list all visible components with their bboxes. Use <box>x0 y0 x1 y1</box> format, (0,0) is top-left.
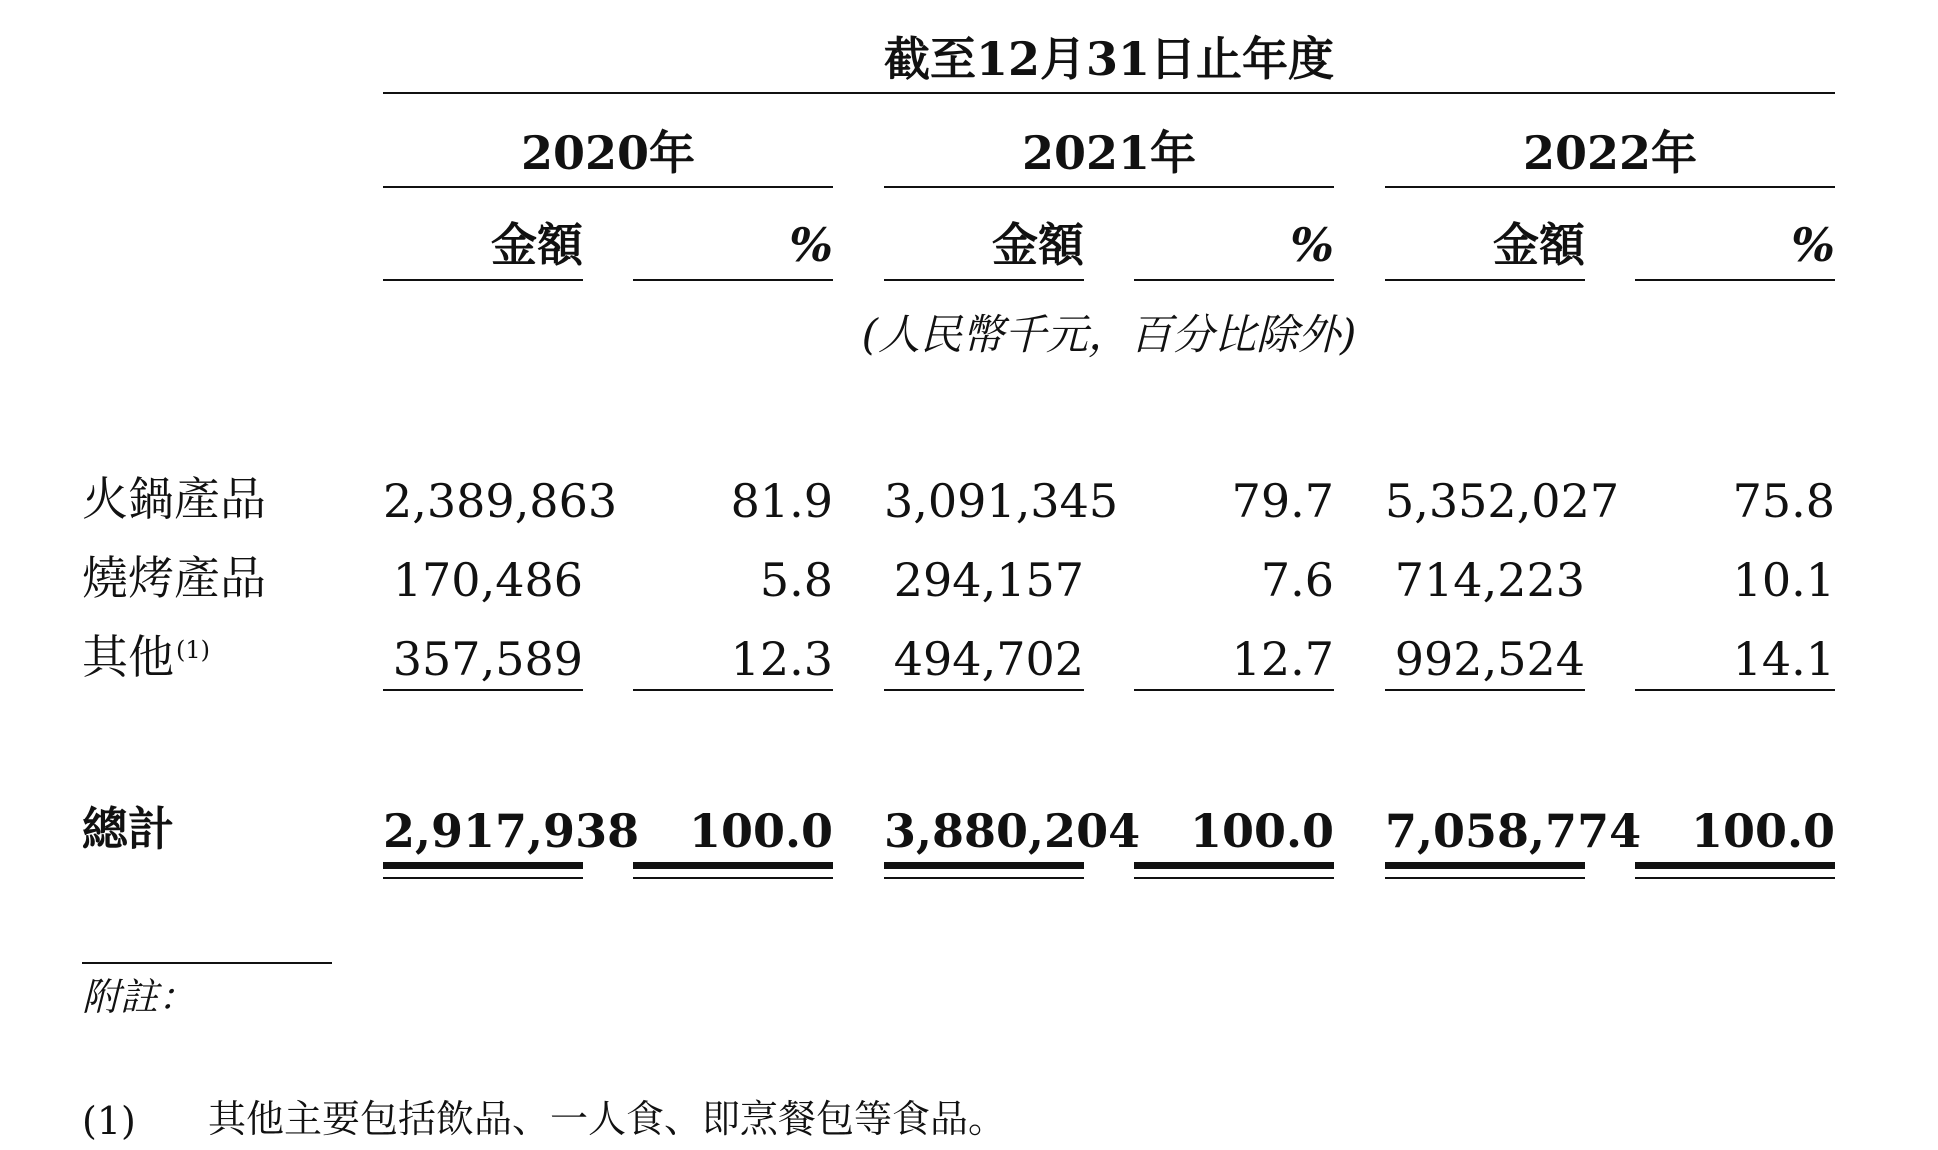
table-cell: 294,157 <box>893 553 1084 607</box>
total-cell: 3,880,204 <box>884 804 1141 858</box>
table-cell: 81.9 <box>730 474 833 528</box>
year-2021-heading: 2021年 <box>1021 126 1197 180</box>
subtotal-rule <box>1635 689 1835 691</box>
year-2022-heading: 2022年 <box>1522 126 1698 180</box>
subtotal-rule <box>383 689 583 691</box>
total-rule-thick <box>1134 862 1334 869</box>
table-cell: 5,352,027 <box>1385 474 1620 528</box>
table-cell: 75.8 <box>1732 474 1835 528</box>
total-rule-thin <box>1635 877 1835 879</box>
amount-header-2021: 金額 <box>992 218 1084 272</box>
total-rule-thick <box>1385 862 1585 869</box>
footnote-separator <box>82 962 332 964</box>
total-cell: 7,058,774 <box>1385 804 1642 858</box>
total-cell: 2,917,938 <box>383 804 640 858</box>
table-cell: 2,389,863 <box>383 474 618 528</box>
unit-note: (人民幣千元，百分比除外) <box>861 310 1357 359</box>
total-rule-thin <box>633 877 833 879</box>
table-cell: 10.1 <box>1732 553 1835 607</box>
row-label-total: 總計 <box>82 802 174 856</box>
row-label-bbq: 燒烤產品 <box>82 551 266 605</box>
percent-header-underline <box>1635 279 1835 281</box>
table-cell: 714,223 <box>1394 553 1585 607</box>
row-label-other <box>82 630 210 684</box>
year-2021-underline <box>884 186 1334 188</box>
amount-header-underline <box>1385 279 1585 281</box>
note-marker: (1) <box>82 1099 136 1143</box>
row-label-hotpot: 火鍋產品 <box>82 472 266 526</box>
table-cell: 12.7 <box>1231 632 1334 686</box>
table-cell: 170,486 <box>392 553 583 607</box>
percent-header-2020: % <box>789 218 833 272</box>
subtotal-rule <box>633 689 833 691</box>
total-rule-thick <box>884 862 1084 869</box>
percent-header-2022: % <box>1791 218 1835 272</box>
subtotal-rule <box>1385 689 1585 691</box>
notes-heading: 附註： <box>82 975 197 1019</box>
total-rule-thin <box>1385 877 1585 879</box>
amount-header-underline <box>884 279 1084 281</box>
note-text: 其他主要包括飲品、一人食、即烹餐包等食品。 <box>208 1097 1007 1141</box>
percent-header-2021: % <box>1290 218 1334 272</box>
percent-header-underline <box>1134 279 1334 281</box>
table-cell: 7.6 <box>1260 553 1334 607</box>
year-2022-underline <box>1385 186 1835 188</box>
period-underline <box>383 92 1835 94</box>
table-cell: 79.7 <box>1231 474 1334 528</box>
total-rule-thick <box>633 862 833 869</box>
table-cell: 3,091,345 <box>884 474 1119 528</box>
amount-header-underline <box>383 279 583 281</box>
total-rule-thick <box>1635 862 1835 869</box>
subtotal-rule <box>1134 689 1334 691</box>
total-rule-thin <box>383 877 583 879</box>
total-cell: 100.0 <box>1690 804 1835 858</box>
total-rule-thin <box>1134 877 1334 879</box>
subtotal-rule <box>884 689 1084 691</box>
year-2020-heading: 2020年 <box>520 126 696 180</box>
row-label-other-text: 其他 <box>82 630 174 684</box>
total-cell: 100.0 <box>1189 804 1334 858</box>
period-heading: 截至12月31日止年度 <box>883 32 1335 86</box>
footnote-ref: (1) <box>176 636 210 664</box>
amount-header-2020: 金額 <box>491 218 583 272</box>
total-cell: 100.0 <box>688 804 833 858</box>
year-2020-underline <box>383 186 833 188</box>
total-rule-thin <box>884 877 1084 879</box>
table-cell: 12.3 <box>730 632 833 686</box>
table-cell: 992,524 <box>1394 632 1585 686</box>
percent-header-underline <box>633 279 833 281</box>
amount-header-2022: 金額 <box>1493 218 1585 272</box>
table-cell: 14.1 <box>1732 632 1835 686</box>
table-cell: 357,589 <box>392 632 583 686</box>
total-rule-thick <box>383 862 583 869</box>
table-cell: 5.8 <box>759 553 833 607</box>
table-cell: 494,702 <box>893 632 1084 686</box>
